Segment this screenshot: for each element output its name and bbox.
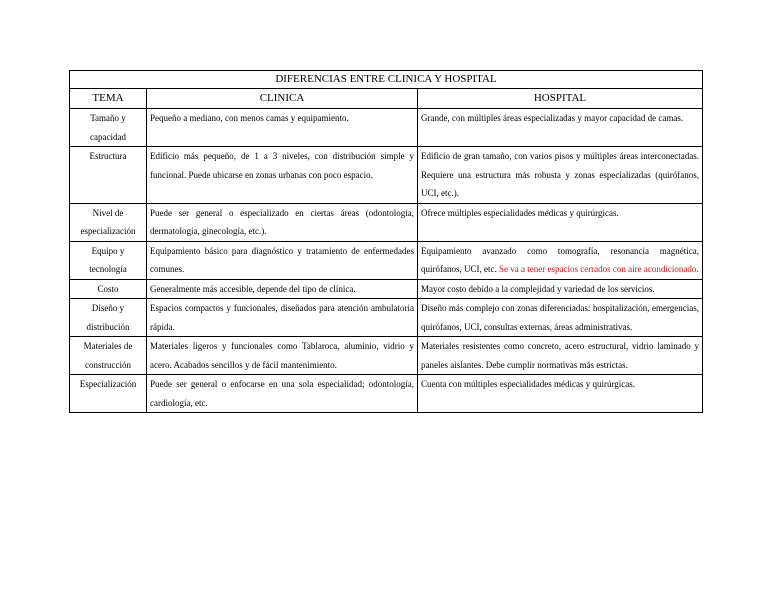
row-clinica: Equipamiento básico para diagnóstico y tratamiento de enfermedades comunes. bbox=[147, 241, 418, 279]
row-clinica: Pequeño a mediano, con menos camas y equipamiento. bbox=[147, 109, 418, 147]
row-topic: Tamaño y capacidad bbox=[70, 109, 147, 147]
table-row bbox=[70, 109, 703, 147]
row-topic: Diseño y distribución bbox=[70, 299, 147, 337]
table-row bbox=[70, 337, 703, 375]
row-hospital: Grande, con múltiples áreas especializadas y mayor capacidad de camas. bbox=[418, 109, 703, 147]
table-row bbox=[70, 279, 703, 299]
row-topic: Nivel de especialización bbox=[70, 203, 147, 241]
row-topic: Especialización bbox=[70, 375, 147, 413]
row-hospital: Ofrece múltiples especialidades médicas y quirúrgicas. bbox=[418, 203, 703, 241]
header-clinica: CLINICA bbox=[147, 89, 418, 109]
row-topic: Equipo y tecnología bbox=[70, 241, 147, 279]
row-hospital: Diseño más complejo con zonas diferenciadas: hospitalización, emergencias, quirófanos, UCI, consultas externas, áreas administrativas. bbox=[418, 299, 703, 337]
row-hospital: Equipamiento avanzado como tomografía, resonancia magnética, quirófanos, UCI, etc. bbox=[421, 245, 700, 274]
row-clinica: Materiales ligeros y funcionales como Tablaroca, aluminio, vidrio y acero. Acabados sencillos y de fácil mantenimiento. bbox=[147, 337, 418, 375]
row-hospital: Cuenta con múltiples especialidades médicas y quirúrgicas. bbox=[418, 375, 703, 413]
row-hospital: Mayor costo debido a la complejidad y variedad de los servicios. bbox=[418, 279, 703, 299]
table-title-row bbox=[70, 71, 703, 89]
table-header-row bbox=[70, 89, 703, 109]
row-topic: Estructura bbox=[70, 147, 147, 204]
header-tema: TEMA bbox=[70, 89, 147, 109]
table-row bbox=[70, 299, 703, 337]
table-row bbox=[70, 241, 703, 279]
row-hospital-cell bbox=[418, 241, 703, 279]
row-clinica: Edificio más pequeño, de 1 a 3 niveles, con distribución simple y funcional. Puede ubicarse en zonas urbanas con poco espacio. bbox=[147, 147, 418, 204]
row-topic: Materiales de construcción bbox=[70, 337, 147, 375]
row-clinica: Generalmente más accesible, depende del tipo de clínica. bbox=[147, 279, 418, 299]
table-row bbox=[70, 147, 703, 204]
row-clinica: Puede ser general o especializado en ciertas áreas (odontología, dermatología, ginecología, etc.). bbox=[147, 203, 418, 241]
row-hospital: Edificio de gran tamaño, con varios pisos y múltiples áreas interconectadas. Requiere una estructura más robusta y zonas especializadas (quirófanos, UCI, etc.). bbox=[418, 147, 703, 204]
header-hospital: HOSPITAL bbox=[418, 89, 703, 109]
hospital-note-red: Se va a tener espacios cerrados con aire acondicionado. bbox=[498, 264, 699, 274]
row-clinica: Puede ser general o enfocarse en una sola especialidad; odontología, cardiología, etc. bbox=[147, 375, 418, 413]
comparison-table bbox=[69, 70, 703, 413]
table-row bbox=[70, 203, 703, 241]
row-hospital: Materiales resistentes como concreto, acero estructural, vidrio laminado y paneles aislantes. Debe cumplir normativas más estrictas. bbox=[418, 337, 703, 375]
table-title: DIFERENCIAS ENTRE CLINICA Y HOSPITAL bbox=[70, 71, 703, 89]
table-row bbox=[70, 375, 703, 413]
row-topic: Costo bbox=[70, 279, 147, 299]
row-clinica: Espacios compactos y funcionales, diseñados para atención ambulatoria rápida. bbox=[147, 299, 418, 337]
